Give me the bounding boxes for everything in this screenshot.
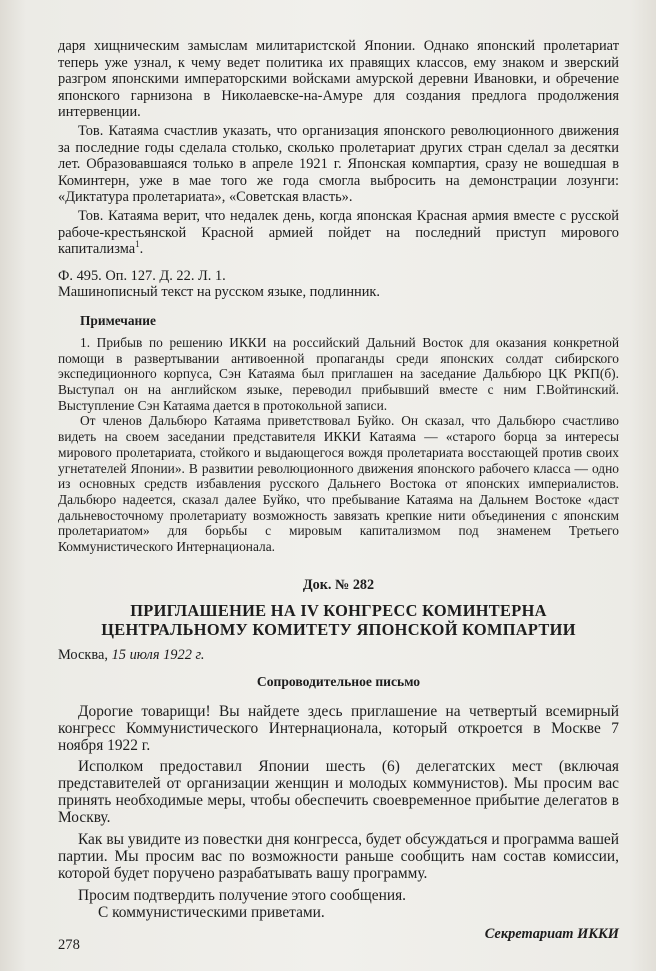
archive-reference: Ф. 495. Оп. 127. Д. 22. Л. 1.: [58, 267, 226, 284]
footnote-mark: 1: [135, 239, 140, 250]
paragraph-text: Тов. Катаяма верит, что недалек день, когда японская Красная армия вместе с русской рабоче-крестьянской Красной армией пойдет на последний приступ мирового капитализма: [58, 207, 619, 258]
note-item: От членов Дальбюро Катаяма приветствовал Буйко. Он сказал, что Дальбюро счастливо видеть на своем заседании представителя ИККИ Катаяма — «старого борца за интересы мирового пролетариата, стойкого и выдающегося вождя пролетариата восстающей против своих угнетателей Японии». В развитии революционного движения японского рабочего класса — одно из основных средств избавления русского Дальнего Востока от японских империалистов. Дальбюро надеется, сказал далее Буйко, что пребывание Катаяма на Дальнем Востоке «даст дальневосточному пролетариату возможность завязать крепкие нити объединения с японским пролетариатом» для борьбы с мировым капитализмом под знаменем Третьего Коммунистического Интернационала.: [58, 413, 619, 555]
place: Москва,: [58, 646, 108, 663]
signature-row: [58, 926, 619, 944]
letter-paragraph: Исполком предоставил Японии шесть (6) делегатских мест (включая представителей от организации женщин и молодых коммунистов). Мы просим вас принять необходимые меры, чтобы обеспечить своевременное прибытие делегатов в Москву.: [58, 758, 619, 827]
source-note: Машинописный текст на русском языке, подлинник.: [58, 284, 381, 301]
signature: Секретариат ИККИ: [484, 925, 619, 942]
document-number: Док. № 282: [302, 576, 375, 593]
date: 15 июля 1922 г.: [111, 646, 205, 663]
document-title-line-1: ПРИГЛАШЕНИЕ НА IV КОНГРЕСС КОМИНТЕРНА: [130, 600, 547, 620]
note-item: 1. Прибыв по решению ИККИ на российский Дальний Восток для оказания конкретной помощи в развертывании антивоенной пропаганды среди японских солдат сибирского экспедиционного корпуса, Сэн Катаяма был приглашен на заседание Дальбюро ЦК РКП(б). Выступал он на английском языке, переводил прибывший вместе с ним Г.Войтинский. Выступление Сэн Катаяма дается в протокольной записи.: [58, 334, 619, 413]
dateline: [58, 647, 619, 664]
page-number: 278: [58, 937, 80, 953]
letter-paragraph: Как вы увидите из повестки дня конгресса, будет обсуждаться и программа вашей партии. Мы просим вас по возможности раньше сообщить нам состав комиссии, которой будет поручено разрабатывать вашу программу.: [58, 831, 619, 882]
paragraph-continued: даря хищническим замыслам милитаристской Японии. Однако японский пролетариат теперь уже узнал, к чему ведет политика их правящих классов, ему знаком и зверский разгром японскими императорскими войсками амурской деревни Ивановки, и обречение японского гарнизона в Николаевске-на-Амуре для создания предлога продолжения интервенции.: [58, 38, 619, 121]
subheading: Сопроводительное письмо: [256, 673, 421, 689]
paragraph-katayama-believes: Тов. Катаяма верит, что недалек день, когда японская Красная армия вместе с русской рабоче-крестьянской Красной армией пойдет на последний приступ мирового капитализма$^1$.: [58, 207, 619, 258]
paragraph-katayama-movement: Тов. Катаяма счастлив указать, что организация японского революционного движения за последние годы сделала столько, сколько пролетариат других стран сделал за десятки лет. Образовавшаяся только в апреле 1921 г. Японская компартия, сразу не вошедшая в Коминтерн, уже в мае того же года смогла выбросить на демонстрации лозунги: «Диктатура пролетариата», «Советская власть».: [58, 122, 619, 206]
note-heading: Примечание: [80, 312, 156, 328]
letter-closing: С коммунистическими приветами.: [98, 903, 325, 921]
letter-paragraph: Просим подтвердить получение этого сообщения.: [78, 886, 407, 904]
text-column: [58, 38, 619, 944]
document-title-line-2: ЦЕНТРАЛЬНОМУ КОМИТЕТУ ЯПОНСКОЙ КОМПАРТИИ: [101, 619, 576, 639]
letter-paragraph: Дорогие товарищи! Вы найдете здесь приглашение на четвертый всемирный конгресс Коммунистического Интернационала, который откроется в Москве 7 ноября 1922 г.: [58, 702, 619, 754]
